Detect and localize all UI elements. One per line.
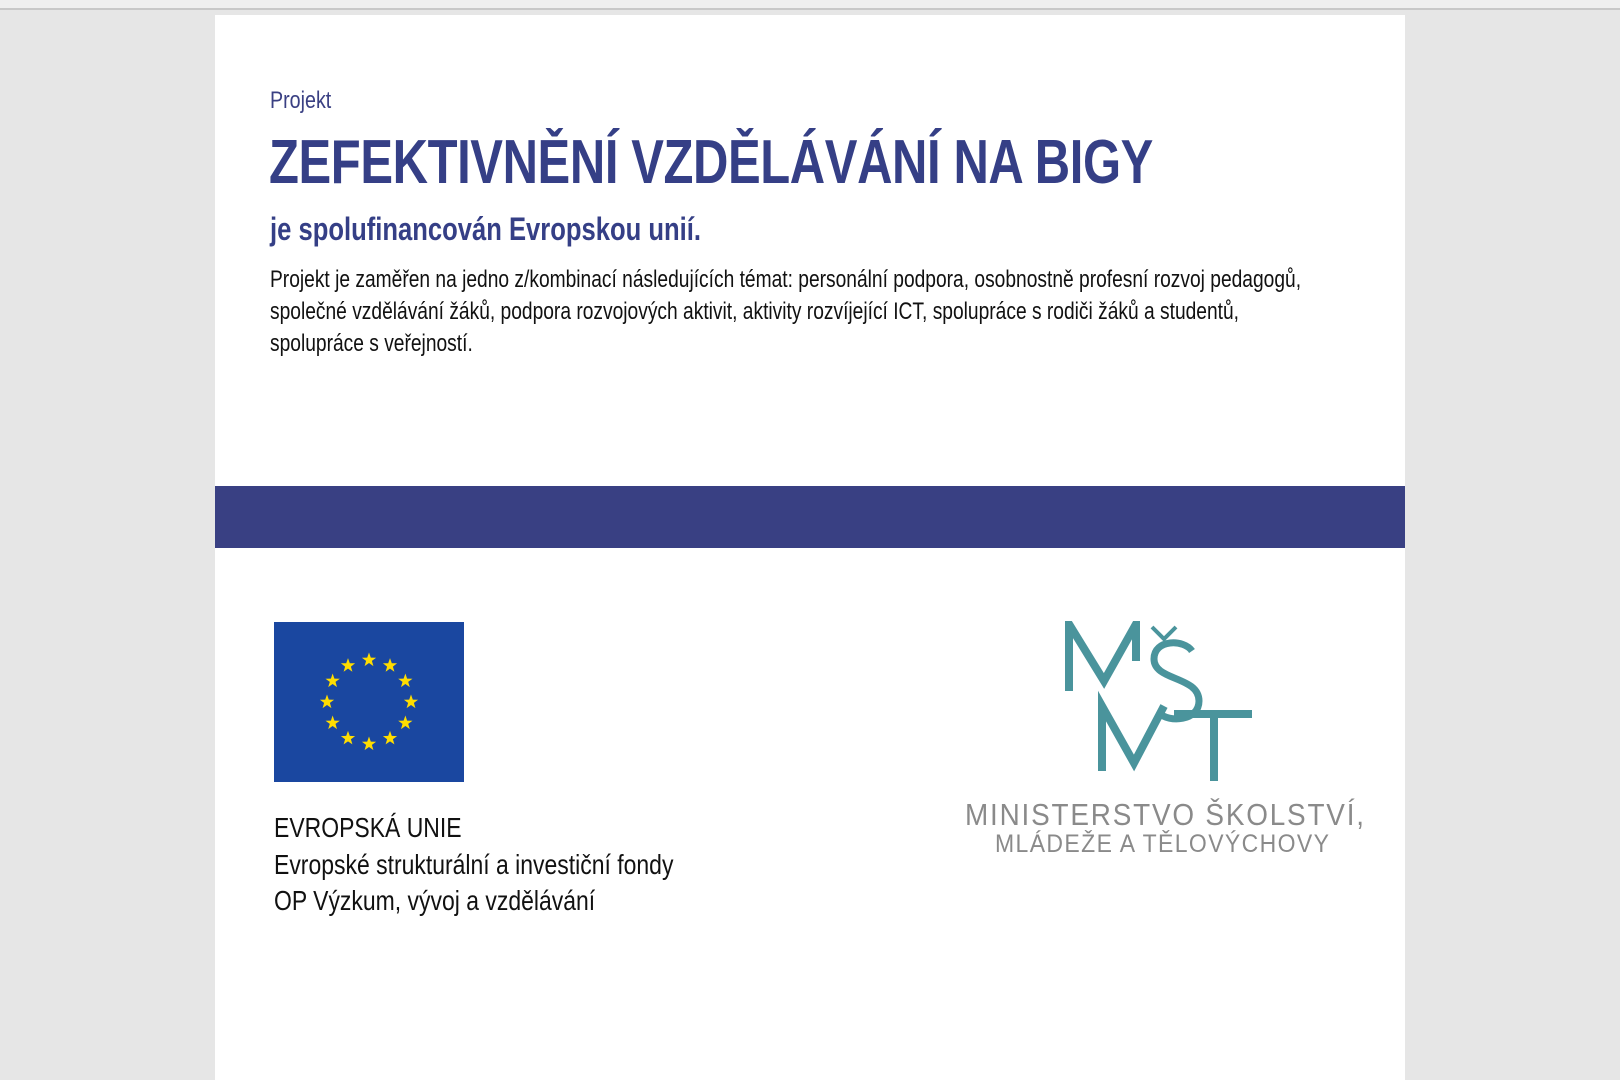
description-line: spolupráce s veřejností. <box>270 330 473 357</box>
description-line: Projekt je zaměřen na jedno z/kombinací následujících témat: personální podpora, osobnostně profesní rozvoj pedagogů, <box>270 266 1302 293</box>
msmt-logo <box>1064 621 1256 783</box>
project-description <box>270 264 1301 360</box>
eu-flag-logo <box>274 622 464 782</box>
eu-funds: Evropské strukturální a investiční fondy <box>274 848 674 880</box>
eu-star-icon <box>398 716 412 730</box>
eu-star-icon <box>404 695 418 709</box>
eu-star-icon <box>398 674 412 688</box>
eu-star-icon <box>383 731 397 745</box>
description-line: společné vzdělávání žáků, podpora rozvojových aktivit, aktivity rozvíjející ICT, spolupráce s rodiči žáků a studentů, <box>270 298 1239 325</box>
msmt-name-line2: MLÁDEŽE A TĚLOVÝCHOVY <box>995 830 1331 858</box>
eu-star-icon <box>341 658 355 672</box>
eu-star-icon <box>383 658 397 672</box>
eu-star-icon <box>326 716 340 730</box>
eu-star-icon <box>320 695 334 709</box>
eu-name: EVROPSKÁ UNIE <box>274 812 462 843</box>
eu-star-icon <box>341 731 355 745</box>
eu-star-icon <box>326 674 340 688</box>
msmt-name-line1: MINISTERSTVO ŠKOLSTVÍ, <box>965 797 1366 832</box>
document-page <box>215 15 1405 1080</box>
eu-star-icon <box>362 737 376 751</box>
project-title: ZEFEKTIVNĚNÍ VZDĚLÁVÁNÍ NA BIGY <box>269 128 1153 197</box>
eu-text <box>274 810 673 920</box>
eu-programme: OP Výzkum, vývoj a vzdělávání <box>274 885 596 916</box>
eu-star-icon <box>362 653 376 667</box>
blue-divider-band <box>215 486 1405 548</box>
project-label: Projekt <box>270 87 332 114</box>
project-subtitle: je spolufinancován Evropskou unií. <box>270 211 701 247</box>
viewer-toolbar <box>0 0 1620 10</box>
